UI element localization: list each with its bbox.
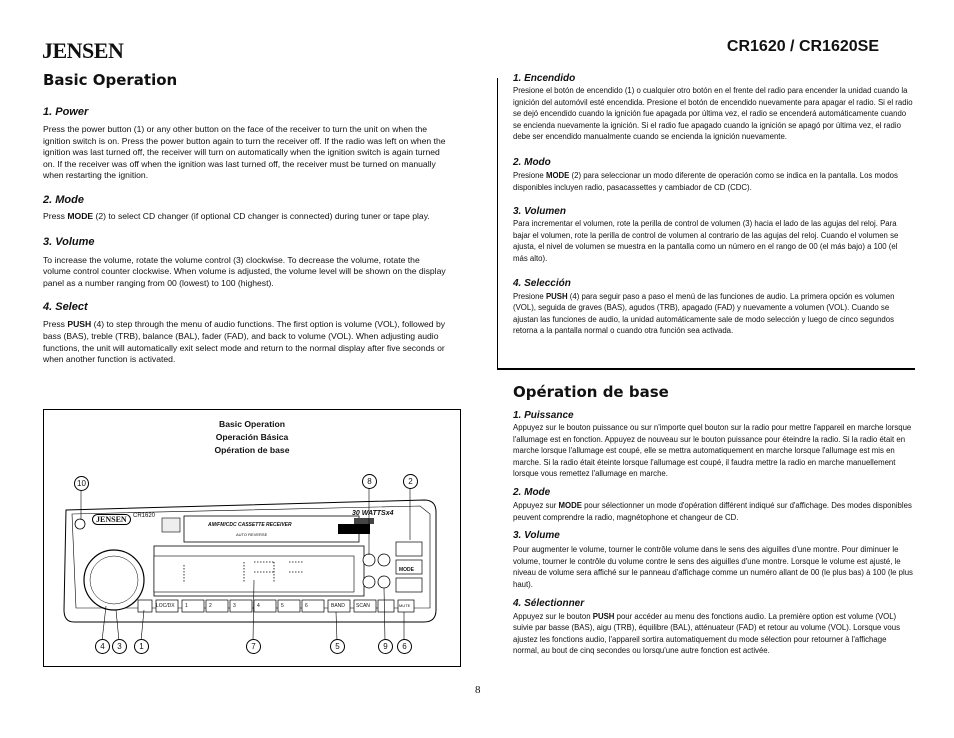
- column-divider: [497, 78, 498, 368]
- faceplate-watts: 30 WATTSx4: [352, 510, 394, 517]
- section-title: Basic Operation: [43, 71, 178, 89]
- radio-figure: [43, 409, 461, 667]
- selectionner-heading: 4. Sélectionner: [513, 597, 585, 609]
- figure-title-fr: Opération de base: [214, 445, 290, 455]
- preset-3-label: 3: [233, 603, 236, 609]
- modo-heading: 2. Modo: [513, 156, 551, 168]
- preset-5-label: 5: [281, 603, 284, 609]
- french-title: Opération de base: [513, 383, 669, 401]
- encendido-paragraph: Presione el botón de encendido (1) o cualquier otro botón en el frente del radio para encender la unidad cuando la ignición del automóvil esté encendida. Presione el botón de encendido nuevamente para apagar el radio. Si el radio se dejó encendido cuando la ignición fue apagada por última vez, el radio se encenderá automáticamente cuando se encienda nuevamente la ignición. Si el radio fue apagado cuando la ignición se apagó por última vez, el radio debe ser encendido manualmente cuando se encienda la ignición nuevamente.: [513, 86, 913, 142]
- figure-title-en: Basic Operation: [219, 419, 285, 429]
- power-heading: 1. Power: [43, 106, 89, 118]
- radio-faceplate-drawing: [44, 410, 460, 666]
- french-section: [513, 383, 913, 657]
- callout-4: 4: [95, 639, 110, 654]
- mode-button-label: MODE: [399, 567, 414, 573]
- scan-button-label: SCAN: [356, 603, 370, 609]
- callout-2: 2: [403, 474, 418, 489]
- selectionner-paragraph: Appuyez sur le bouton PUSH pour accéder au menu des fonctions audio. La première option est volume (VOL) suivie par basse (BAS), aigu (TRB), équilibre (BAL), atténuateur (FAD) et retour au volume (VOL). Lorsque vous ajustez les fonctions audio, l'appareil sortira automatiquement du mode sélection pour retourner à l'affichage normal, au bout de cinq secondes ou lorsqu'une autre fonction est activée.: [513, 611, 900, 656]
- power-paragraph: Press the power button (1) or any other button on the face of the receiver to turn the unit on when the ignition switch is on. Press the power button again to turn the receiver off. If the radio was left on when the ignition was last turned off, the receiver will turn on automatically when the ignition switch is again turned on. If the receiver was off when the ignition was last turned off, the receiver must be turned on manually when restarting the ignition.: [43, 124, 446, 181]
- preset-4-label: 4: [257, 603, 260, 609]
- page-number: 8: [475, 684, 481, 696]
- figure-title-es: Operación Básica: [215, 432, 289, 442]
- preset-6-label: 6: [305, 603, 308, 609]
- model-title: CR1620 / CR1620SE: [726, 38, 879, 55]
- volume-paragraph: To increase the volume, rotate the volume control (3) clockwise. To decrease the volume, rotate the volume control counter clockwise. When volume is adjusted, the volume level will be shown on the display panel as a number ranging from 00 (lowest) to 100 (highest).: [43, 254, 446, 288]
- callout-10: 10: [74, 476, 89, 491]
- callout-1: 1: [134, 639, 149, 654]
- encendido-heading: 1. Encendido: [513, 73, 576, 84]
- callout-9: 9: [378, 639, 393, 654]
- volumen-heading: 3. Volumen: [513, 206, 566, 218]
- mode-heading: 2. Mode: [43, 193, 84, 206]
- select-heading: 4. Select: [43, 301, 88, 314]
- callout-6: 6: [397, 639, 412, 654]
- seleccion-paragraph: Presione PUSH (4) para seguir paso a paso el menú de las funciones de audio. La primera opción es volumen (VOL), seguida de graves (BAS), agudos (TRB), apagado (FAD) y nuevamente a volumen (VOL). Cuando se ajustan las funciones de audio, la unidad automáticamente sale de modo selección y luego de cinco segundos retorna a la pantalla normal o cuando otra función sea activada.: [513, 291, 895, 336]
- volume-heading: 3. Volume: [43, 235, 95, 248]
- fr-mode-heading: 2. Mode: [513, 486, 551, 498]
- preset-2-label: 2: [209, 603, 212, 609]
- puissance-paragraph: Appuyez sur le bouton puissance ou sur n'importe quel bouton sur la radio pour mettre l'appareil en marche lorsque l'allumage est en fonction. Appuyez de nouveau sur le bouton puissance pour éteindre la radio. Si la radio était en marche lorsque l'allumage est coupé, elle se mettra automatiquement en marche lorsque l'allumage est mis en marche. Si la radio était éteinte lorsque l'allumage est coupé, il faudra mettre la radio en marche manuellement lorsque vous remettez l'allumage en marche.: [513, 423, 912, 479]
- section-rule: [497, 368, 915, 370]
- preset-1-label: 1: [185, 603, 188, 609]
- fr-mode-paragraph: Appuyez sur MODE pour sélectionner un mode d'opération différent indiqué sur d'affichage. Des modes disponibles peuvent comprendre la radio, magnétophone et changeur de CD.: [513, 500, 912, 522]
- volumen-paragraph: Para incrementar el volumen, rote la perilla de control de volumen (3) hacia el lado de las agujas del reloj. Para bajar el volumen, rote la perilla de control de volumen al contrario de las agujas del reloj. Cuando el volumen se ajusta, el nivel de volumen se muestra en la pantalla como un número en el rango de 00 (el más bajo) a 100 (el más alto).: [513, 219, 899, 263]
- modo-paragraph: Presione MODE (2) para seleccionar un modo diferente de operación como se indica en la pantalla. Los modos disponibles incluyen radio, pasacassettes y cambiador de CD (CDC).: [513, 170, 898, 192]
- spanish-section: [513, 73, 913, 337]
- faceplate-deck-label: AM/FM/CDC CASSETTE RECEIVER: [208, 522, 292, 528]
- fr-volume-heading: 3. Volume: [513, 530, 560, 542]
- puissance-heading: 1. Puissance: [513, 410, 574, 421]
- fr-volume-paragraph: Pour augmenter le volume, tourner le contrôle volume dans le sens des aiguilles d'une montre. Pour diminuer le volume, tourner le contrôle du volume contre le sens des aiguilles d'une montre. Lorsque le volume est ajusté, le niveau de volume sera affiché sur le panneau d'affichage comme un numéro allant de 00 (le plus bas) à 100 (le plus haut).: [513, 545, 913, 589]
- jensen-logo: JENSEN: [42, 38, 124, 63]
- callout-5: 5: [330, 639, 345, 654]
- faceplate-model: CR1620: [133, 513, 156, 519]
- callout-3: 3: [112, 639, 127, 654]
- callout-8: 8: [362, 474, 377, 489]
- faceplate-auto-reverse: AUTO REVERSE: [236, 532, 268, 537]
- select-paragraph: Press PUSH (4) to step through the menu of audio functions. The first option is volume (VOL), followed by bass (BAS), treble (TRB), balance (BAL), fader (FAD), and back to volume (VOL). When adjusting audio functions, the unit will automatically exit select mode and return to the normal display after five seconds or when another function is activated.: [43, 319, 446, 365]
- english-section: [43, 71, 448, 366]
- mute-button-label: MUTE: [399, 603, 411, 608]
- mode-paragraph: Press MODE (2) to select CD changer (if optional CD changer is connected) during tuner or tape play.: [43, 210, 430, 221]
- band-button-label: BAND: [331, 603, 345, 609]
- callout-7: 7: [246, 639, 261, 654]
- faceplate-brand: JENSEN: [92, 514, 131, 525]
- seleccion-heading: 4. Selección: [513, 277, 571, 289]
- locdx-button-label: LOC/DX: [156, 603, 175, 609]
